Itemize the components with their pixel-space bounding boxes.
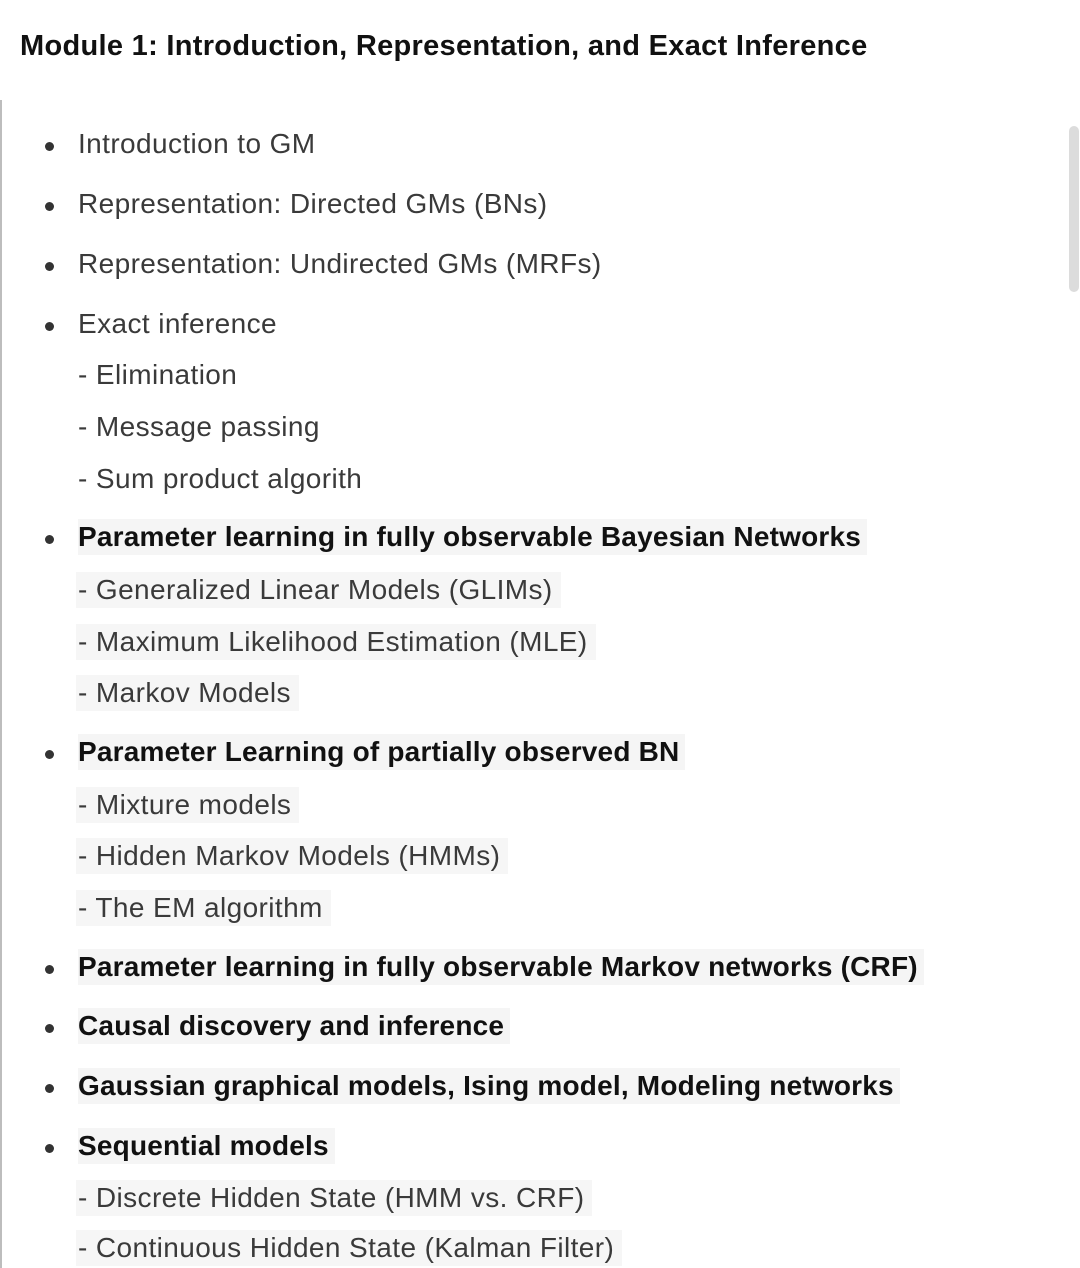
bullet-icon: [45, 142, 54, 151]
sub-item-label: - Discrete Hidden State (HMM vs. CRF): [76, 1180, 592, 1216]
list-item-label: Parameter Learning of partially observed BN: [78, 734, 685, 770]
scrollbar-thumb[interactable]: [1069, 126, 1079, 292]
sub-item-label: - Maximum Likelihood Estimation (MLE): [76, 624, 596, 660]
sub-item-label: - Generalized Linear Models (GLIMs): [76, 572, 561, 608]
sub-item-label: - Hidden Markov Models (HMMs): [76, 838, 508, 874]
bullet-icon: [45, 262, 54, 271]
bullet-icon: [45, 322, 54, 331]
sub-item-label: - Mixture models: [76, 787, 299, 823]
sub-item-label: - Continuous Hidden State (Kalman Filter): [76, 1230, 622, 1266]
sub-item-label: - Message passing: [78, 411, 320, 442]
list-item-label: Parameter learning in fully observable Bayesian Networks: [78, 519, 867, 555]
module-header: [0, 0, 1080, 100]
bullet-icon: [45, 1024, 54, 1033]
bullet-icon: [45, 750, 54, 759]
scrollbar-track[interactable]: [1068, 120, 1080, 1268]
sub-item-label: - Sum product algorith: [78, 463, 363, 494]
bullet-icon: [45, 1084, 54, 1093]
list-item-label: Causal discovery and inference: [78, 1008, 510, 1044]
list-item-label: Sequential models: [78, 1128, 335, 1164]
sub-item-label: - The EM algorithm: [76, 890, 331, 926]
bullet-icon: [45, 1144, 54, 1153]
bullet-icon: [45, 965, 54, 974]
list-item-label: Gaussian graphical models, Ising model, Modeling networks: [78, 1068, 900, 1104]
list-item-label: Parameter learning in fully observable Markov networks (CRF): [78, 949, 924, 985]
sub-item-label: - Elimination: [78, 359, 238, 390]
sub-item-label: - Markov Models: [76, 675, 299, 711]
list-item-label: Exact inference: [78, 308, 277, 339]
list-item-label: Introduction to GM: [78, 128, 316, 159]
bullet-icon: [45, 202, 54, 211]
list-item-label: Representation: Undirected GMs (MRFs): [78, 248, 602, 279]
list-item-label: Representation: Directed GMs (BNs): [78, 188, 548, 219]
module-title: Module 1: Introduction, Representation, and Exact Inference: [20, 30, 868, 62]
bullet-icon: [45, 535, 54, 544]
